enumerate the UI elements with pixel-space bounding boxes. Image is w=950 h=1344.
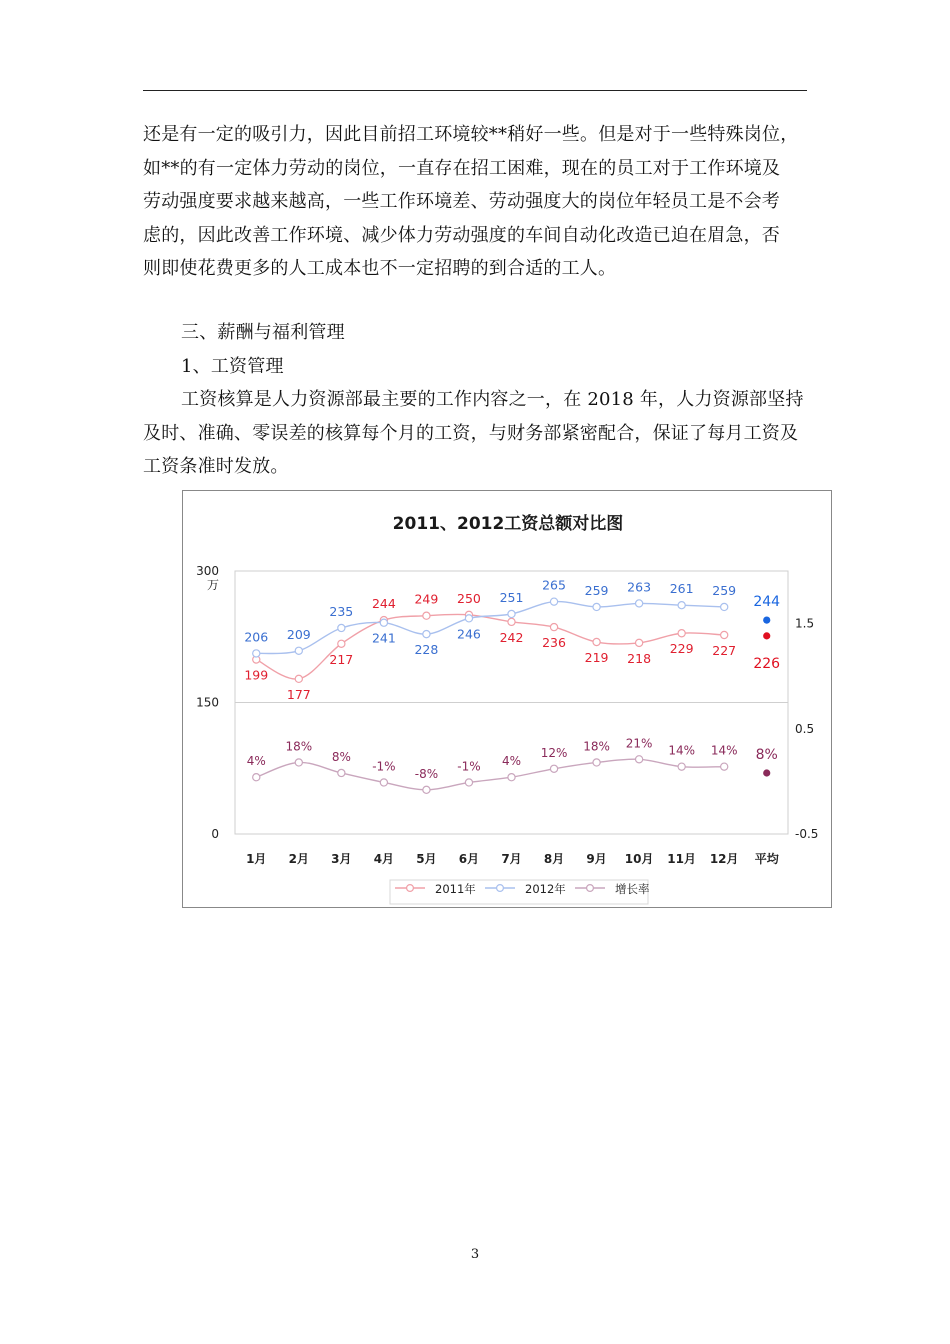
- y-right-tick-label: 0.5: [795, 721, 815, 736]
- line-growth-data-label: 18%: [583, 739, 610, 754]
- line-growth-data-label: -8%: [414, 766, 439, 781]
- legend-box: [390, 880, 648, 904]
- x-tick-label: 5月: [416, 852, 437, 866]
- legend-label: 2012年: [525, 882, 566, 896]
- line-growth-data-label: 14%: [668, 743, 695, 758]
- section-heading-block: [143, 316, 807, 383]
- x-tick-label: 2月: [288, 852, 309, 866]
- line-2012-data-label: 206: [244, 629, 269, 645]
- line-growth-point: [593, 759, 600, 766]
- line-2012-point: [593, 603, 600, 610]
- line-2012-point: [508, 610, 515, 617]
- y-left-tick-label: 0: [211, 827, 219, 841]
- x-tick-label: 7月: [501, 852, 522, 866]
- x-tick-label: 6月: [458, 852, 480, 866]
- line-2012-data-label: 263: [627, 579, 652, 595]
- line-2011-point: [721, 631, 728, 638]
- text-line: 则即使花费更多的人工成本也不一定招聘的到合适的工人。: [143, 258, 617, 279]
- y-left-unit-label: 万: [206, 578, 219, 592]
- line-2011-point: [550, 624, 557, 631]
- line-2012-data-label: 265: [542, 577, 566, 593]
- y-left-tick-label: 150: [196, 695, 219, 710]
- line-growth-point: [338, 769, 345, 776]
- average-label: 8%: [755, 746, 778, 763]
- line-2011-point: [636, 639, 643, 646]
- line-2011-data-label: 199: [244, 667, 269, 683]
- average-point: [763, 632, 770, 639]
- line-2012-point: [423, 631, 430, 638]
- line-2012-data-label: 209: [286, 626, 311, 642]
- salary-comparison-chart: [182, 490, 832, 908]
- line-2012-point: [295, 647, 302, 654]
- line-2012-data-label: 246: [457, 626, 481, 642]
- text-line: 劳动强度要求越来越高，一些工作环境差、劳动强度大的岗位年轻员工是不会考: [143, 191, 780, 212]
- chart-title: 2011、2012工资总额对比图: [392, 514, 624, 534]
- line-2011-data-label: 218: [627, 650, 652, 666]
- line-2011-data-label: 177: [286, 686, 311, 702]
- line-2011-data-label: 219: [584, 650, 609, 666]
- line-growth-path: [256, 759, 724, 790]
- line-2011-data-label: 242: [499, 629, 524, 645]
- legend-label: 增长率: [615, 882, 650, 896]
- line-2012-data-label: 261: [669, 581, 694, 597]
- line-growth-data-label: 21%: [625, 736, 653, 751]
- x-tick-label: 10月: [624, 852, 654, 866]
- text-line: 虑的，因此改善工作环境、减少体力劳动强度的车间自动化改造已迫在眉急，否: [143, 224, 780, 246]
- line-2011-path: [256, 614, 724, 679]
- page-number: 3: [470, 1247, 480, 1262]
- y-left-tick-label: 300: [196, 564, 219, 578]
- y-right-tick-label: 1.5: [795, 616, 815, 631]
- line-growth-data-label: 4%: [501, 754, 522, 769]
- line-2011-data-label: 236: [542, 635, 566, 651]
- line-2012-data-label: 228: [414, 642, 439, 658]
- line-growth-point: [295, 759, 302, 766]
- x-tick-label: 3月: [331, 852, 352, 866]
- legend-swatch-marker: [497, 885, 504, 892]
- line-2012-data-label: 259: [712, 582, 737, 598]
- line-2012-data-label: 259: [584, 582, 609, 598]
- line-growth-data-label: 14%: [710, 743, 738, 758]
- line-2012-point: [380, 619, 387, 626]
- x-tick-label: 1月: [246, 852, 267, 866]
- legend-swatch-marker: [407, 885, 414, 892]
- line-2011-point: [338, 640, 345, 647]
- line-growth-data-label: -1%: [372, 759, 396, 774]
- line-2012-point: [338, 624, 345, 631]
- line-growth-data-label: 4%: [246, 754, 266, 769]
- line-2011-data-label: 244: [371, 596, 396, 612]
- line-growth-point: [636, 756, 643, 763]
- line-2012-point: [253, 650, 260, 657]
- y-right-tick-label: -0.5: [795, 827, 819, 841]
- average-point: [763, 769, 770, 776]
- line-2011-point: [678, 630, 685, 637]
- paragraph-2: [143, 383, 807, 484]
- line-growth-point: [678, 763, 685, 770]
- line-2012-data-label: 235: [329, 603, 354, 619]
- x-tick-label: 11月: [667, 852, 697, 866]
- text-line: 工资条准时发放。: [143, 456, 289, 477]
- line-growth-data-label: 8%: [331, 749, 351, 764]
- legend-label: 2011年: [435, 882, 476, 896]
- text-line: 及时、准确、零误差的核算每个月的工资，与财务部紧密配合，保证了每月工资及: [143, 422, 799, 444]
- line-growth-data-label: -1%: [457, 759, 481, 774]
- x-tick-label: 4月: [373, 852, 395, 866]
- line-growth-point: [465, 779, 472, 786]
- average-point: [763, 616, 770, 623]
- line-2011-point: [508, 618, 515, 625]
- line-2012-point: [550, 598, 557, 605]
- x-tick-label: 8月: [543, 852, 565, 866]
- line-2011-point: [593, 638, 600, 645]
- line-2011-data-label: 227: [712, 642, 737, 658]
- line-2012-data-label: 251: [499, 589, 524, 605]
- line-growth-point: [508, 774, 515, 781]
- line-2012-point: [721, 603, 728, 610]
- line-growth-point: [423, 786, 430, 793]
- text-line: 工资核算是人力资源部最主要的工作内容之一，在 2018 年，人力资源部坚持: [181, 389, 804, 410]
- line-2012-point: [636, 600, 643, 607]
- x-tick-label: 平均: [754, 852, 779, 866]
- text-line: 还是有一定的吸引力，因此目前招工环境较**稍好一些。但是对于一些特殊岗位，: [143, 124, 799, 145]
- line-2012-point: [465, 615, 472, 622]
- line-2011-point: [295, 675, 302, 682]
- line-growth-data-label: 12%: [540, 745, 568, 760]
- line-2011-data-label: 250: [457, 590, 481, 606]
- average-label: 226: [753, 655, 781, 672]
- x-tick-label: 9月: [586, 852, 607, 866]
- line-2012-data-label: 241: [371, 630, 396, 646]
- line-2012-path: [256, 602, 724, 657]
- x-tick-label: 12月: [709, 852, 739, 866]
- subsection-heading: 1、工资管理: [181, 355, 284, 377]
- paragraph-1: [143, 118, 807, 286]
- header-rule: [143, 90, 807, 91]
- line-2011-data-label: 217: [329, 651, 354, 667]
- line-2012-point: [678, 602, 685, 609]
- line-2011-data-label: 249: [414, 591, 439, 607]
- line-growth-point: [721, 763, 728, 770]
- line-growth-point: [253, 774, 260, 781]
- chart-canvas: [183, 491, 833, 909]
- text-line: 如**的有一定体力劳动的岗位，一直存在招工困难，现在的员工对于工作环境及: [143, 157, 781, 179]
- line-growth-point: [380, 779, 387, 786]
- average-label: 244: [753, 594, 781, 611]
- line-growth-point: [550, 765, 557, 772]
- line-2011-point: [423, 612, 430, 619]
- section-heading: 三、薪酬与福利管理: [181, 322, 345, 343]
- legend-swatch-marker: [587, 885, 594, 892]
- line-2011-data-label: 229: [669, 641, 694, 657]
- line-growth-data-label: 18%: [285, 739, 313, 754]
